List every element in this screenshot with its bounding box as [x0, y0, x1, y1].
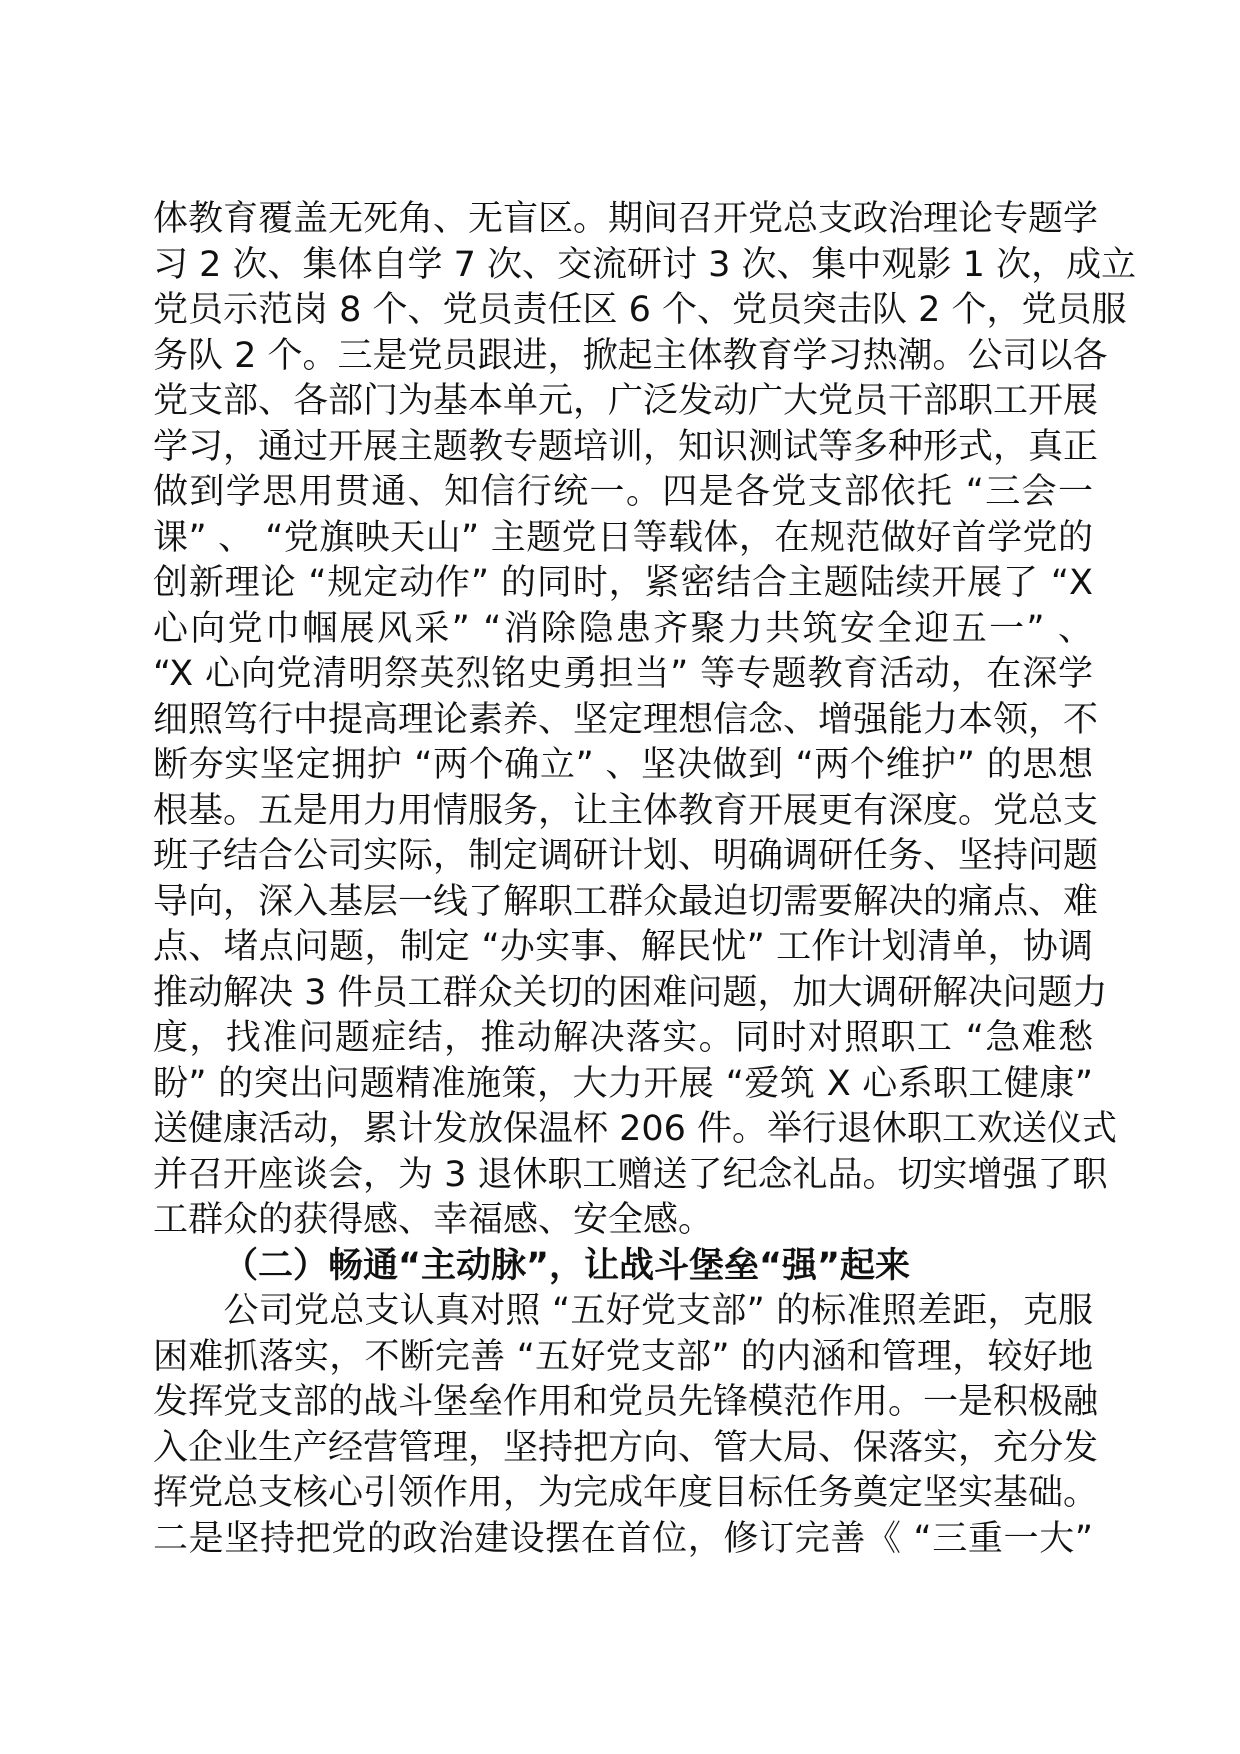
- body-line: 二是坚持把党的政治建设摆在首位，修订完善《 “三重一大”: [153, 1518, 1093, 1559]
- body-line: 心向党巾帼展风采” “消除隐患齐聚力共筑安全迎五一” 、: [153, 608, 1093, 649]
- body-line: 务队 2 个。三是党员跟进，掀起主体教育学习热潮。公司以各: [153, 335, 1108, 376]
- body-line: 推动解决 3 件员工群众关切的困难问题，加大调研解决问题力: [153, 972, 1108, 1013]
- body-line: “X 心向党清明祭英烈铭史勇担当” 等专题教育活动，在深学: [153, 654, 1093, 694]
- body-line: 班子结合公司实际，制定调研计划、明确调研任务、坚持问题: [153, 836, 1099, 876]
- body-line: 细照笃行中提高理论素养、坚定理想信念、增强能力本领，不: [153, 699, 1099, 740]
- body-line: 公司党总支认真对照 “五好党支部” 的标准照差距，克服: [153, 1291, 1093, 1331]
- body-line: 党员示范岗 8 个、党员责任区 6 个、党员突击队 2 个，党员服: [153, 290, 1127, 330]
- body-line: 习 2 次、集体自学 7 次、交流研讨 3 次、集中观影 1 次，成立: [153, 244, 1137, 285]
- body-line: 困难抓落实，不断完善 “五好党支部” 的内涵和管理，较好地: [153, 1336, 1093, 1377]
- body-line: 创新理论 “规定动作” 的同时，紧密结合主题陆续开展了 “X: [153, 563, 1093, 603]
- body-line: 送健康活动，累计发放保温杯 206 件。举行退休职工欢送仪式: [153, 1109, 1118, 1149]
- body-line: 断夯实坚定拥护 “两个确立” 、坚决做到 “两个维护” 的思想: [153, 745, 1093, 785]
- body-line: 课” 、 “党旗映天山” 主题党日等载体，在规范做好首学党的: [153, 517, 1093, 558]
- body-line: 发挥党支部的战斗堡垒作用和党员先锋模范作用。一是积极融: [153, 1382, 1099, 1422]
- body-line: 入企业生产经营管理，坚持把方向、管大局、保落实，充分发: [153, 1427, 1099, 1468]
- body-line: 根基。五是用力用情服务，让主体教育开展更有深度。党总支: [153, 790, 1099, 831]
- document-body: [153, 197, 1137, 1562]
- body-line: 并召开座谈会，为 3 退休职工赠送了纪念礼品。切实增强了职: [153, 1154, 1108, 1195]
- body-line: 导向，深入基层一线了解职工群众最迫切需要解决的痛点、难: [153, 881, 1099, 922]
- body-line: 工群众的获得感、幸福感、安全感。: [153, 1200, 714, 1240]
- body-line: 党支部、各部门为基本单元，广泛发动广大党员干部职工开展: [153, 381, 1099, 421]
- body-line: 点、堵点问题，制定 “办实事、解民忧” 工作计划清单，协调: [153, 927, 1093, 967]
- body-line: 做到学思用贯通、知信行统一。四是各党支部依托 “三会一: [153, 472, 1093, 512]
- body-line: 学习，通过开展主题教专题培训，知识测试等多种形式，真正: [153, 426, 1099, 467]
- body-line: 盼” 的突出问题精准施策，大力开展 “爱筑 X 心系职工健康”: [153, 1063, 1093, 1104]
- body-line: 度，找准问题症结，推动解决落实。同时对照职工 “急难愁: [153, 1018, 1093, 1058]
- body-line: 体教育覆盖无死角、无盲区。期间召开党总支政治理论专题学: [153, 199, 1099, 239]
- section-heading: （二）畅通“主动脉”，让战斗堡垒“强”起来: [223, 1245, 911, 1286]
- body-line: 挥党总支核心引领作用，为完成年度目标任务奠定坚实基础。: [153, 1473, 1099, 1513]
